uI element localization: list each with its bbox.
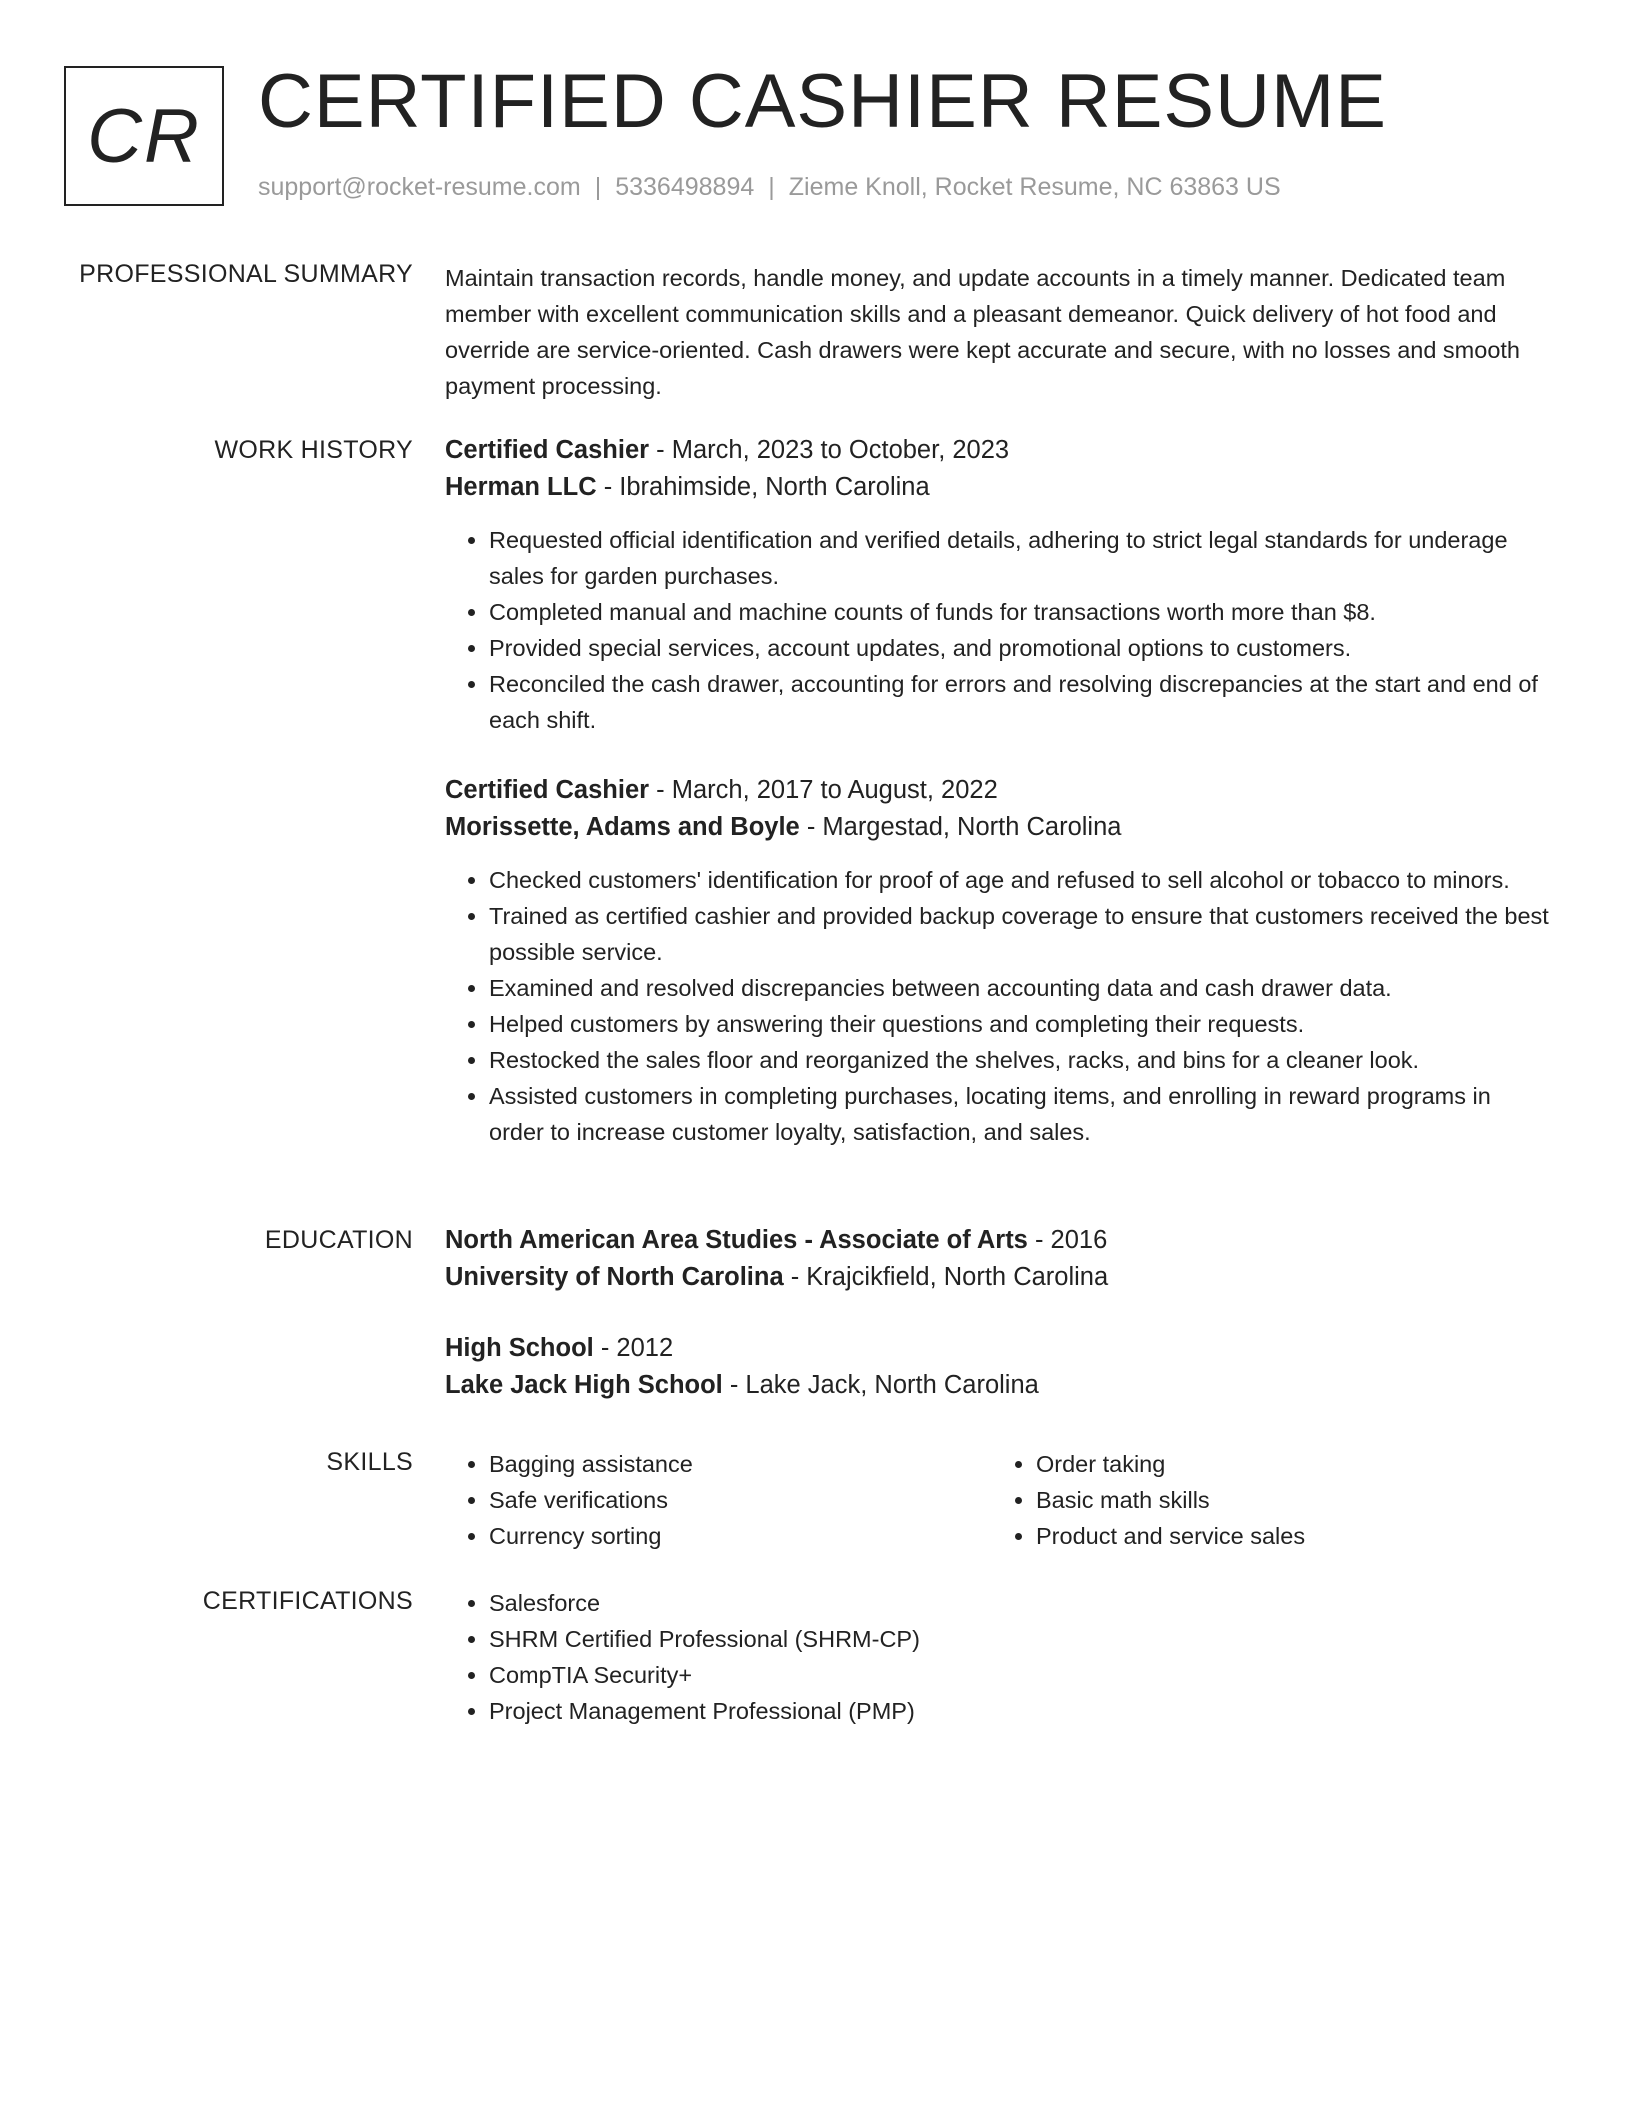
school-location: - Lake Jack, North Carolina [722,1371,1039,1399]
degree-line [445,1222,1550,1259]
monogram-logo: CR [64,66,224,206]
job-location: - Ibrahimside, North Carolina [596,473,930,501]
degree: High School [445,1334,594,1362]
degree-line [445,1330,1550,1367]
job-title: Certified Cashier [445,776,650,804]
contact-address: Zieme Knoll, Rocket Resume, NC 63863 US [788,173,1281,201]
list-item: • Checked customers' identification for proof of age and refused to sell alcohol or tobacco to minors. [489,862,1550,898]
list-item: • CompTIA Security+ [489,1657,1550,1693]
list-item: • Product and service sales [1036,1518,1539,1554]
school-line [445,1259,1550,1296]
list-item: • Reconciled the cash drawer, accounting for errors and resolving discrepancies at the start and end of each shift. [489,666,1550,738]
list-item: • Completed manual and machine counts of funds for transactions worth more than $8. [489,594,1550,630]
job-company-line [445,809,1550,846]
job-location: - Margestad, North Carolina [799,813,1122,841]
skills-list-right [992,1446,1539,1554]
list-item: • Basic math skills [1036,1482,1539,1518]
job-duties-list [445,862,1550,1150]
list-item: • Salesforce [489,1585,1550,1621]
contact-line [258,173,1281,202]
degree-year: - 2016 [1027,1226,1108,1254]
job-entry [445,432,1550,738]
contact-separator: | [594,173,602,201]
summary-text: Maintain transaction records, handle money, and update accounts in a timely manner. Dedicated team member with excellent communication skills and a pleasant demeanor. Quick delivery of hot food and override are service-oriented. Cash drawers were kept accurate and secure, with no losses and smooth payment processing. [445,265,1520,399]
degree: North American Area Studies - Associate of Arts [445,1226,1028,1254]
job-title-line [445,432,1550,469]
job-dates: - March, 2017 to August, 2022 [649,776,998,804]
job-dates: - March, 2023 to October, 2023 [649,436,1010,464]
list-item: • Examined and resolved discrepancies between accounting data and cash drawer data. [489,970,1550,1006]
list-item: • Helped customers by answering their questions and completing their requests. [489,1006,1550,1042]
school-line [445,1367,1550,1404]
degree-year: - 2012 [593,1334,674,1362]
job-title-line [445,772,1550,809]
section-heading: EDUCATION [264,1226,413,1254]
job-entry [445,772,1550,1150]
list-item: • Trained as certified cashier and provided backup coverage to ensure that customers received the best possible service. [489,898,1550,970]
school-location: - Krajcikfield, North Carolina [783,1263,1109,1291]
section-heading: CERTIFICATIONS [202,1587,413,1615]
list-item: • SHRM Certified Professional (SHRM-CP) [489,1621,1550,1657]
section-heading: WORK HISTORY [214,436,413,464]
skills-list-left [445,1446,992,1554]
list-item: • Assisted customers in completing purchases, locating items, and enrolling in reward programs in order to increase customer loyalty, satisfaction, and sales. [489,1078,1550,1150]
contact-phone[interactable]: 5336498894 [615,173,755,201]
list-item: • Currency sorting [489,1518,992,1554]
school: University of North Carolina [445,1263,784,1291]
certifications-list [445,1585,1550,1729]
section-heading: SKILLS [326,1448,413,1476]
job-company-line [445,469,1550,506]
resume-title: CERTIFIED CASHIER RESUME [258,59,1387,144]
skills-columns [445,1446,1550,1554]
job-duties-list [445,522,1550,738]
contact-email[interactable]: support@rocket-resume.com [258,173,581,201]
list-item: • Project Management Professional (PMP) [489,1693,1550,1729]
list-item: • Safe verifications [489,1482,992,1518]
list-item: • Provided special services, account updates, and promotional options to customers. [489,630,1550,666]
education-entry [445,1330,1550,1404]
section-heading: PROFESSIONAL SUMMARY [79,260,413,288]
education-entry [445,1222,1550,1296]
contact-separator: | [768,173,775,201]
school: Lake Jack High School [445,1371,723,1399]
list-item: • Order taking [1036,1446,1539,1482]
job-company: Herman LLC [445,473,597,501]
list-item: • Requested official identification and verified details, adhering to strict legal standards for underage sales for garden purchases. [489,522,1550,594]
job-title: Certified Cashier [445,436,650,464]
job-company: Morissette, Adams and Boyle [445,813,800,841]
list-item: • Bagging assistance [489,1446,992,1482]
list-item: • Restocked the sales floor and reorganized the shelves, racks, and bins for a cleaner look. [489,1042,1550,1078]
